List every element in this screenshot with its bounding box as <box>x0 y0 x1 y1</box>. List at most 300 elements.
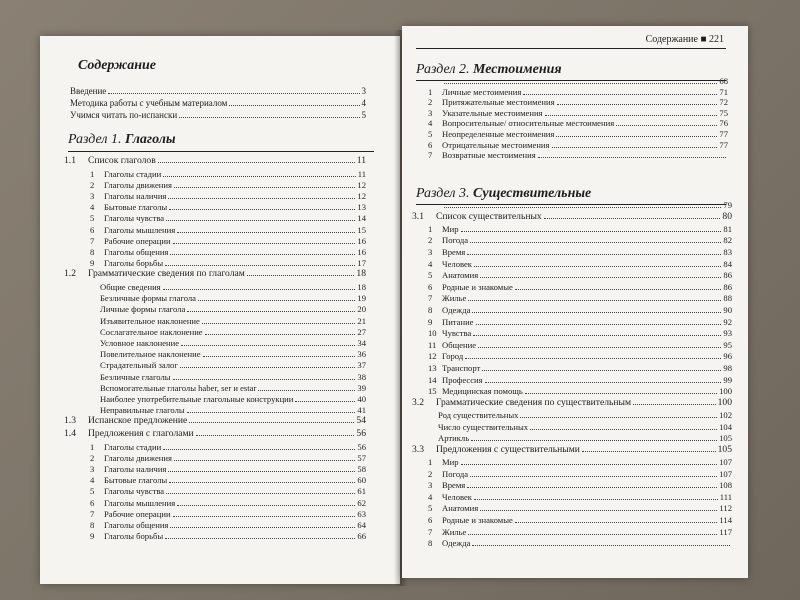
dot-leader <box>179 111 359 118</box>
dot-leader <box>177 499 355 506</box>
dot-leader <box>187 305 355 312</box>
toc-entry-page: 14 <box>357 213 366 224</box>
toc-entry <box>90 486 366 496</box>
toc-entry-page: 81 <box>723 223 732 234</box>
toc-entry-label: Время <box>442 480 466 491</box>
dot-leader <box>165 532 355 539</box>
toc-entry-number: 1.4 <box>64 428 76 439</box>
toc-entry-label: Глаголы движения <box>104 179 172 190</box>
toc-entry <box>100 372 366 382</box>
dot-leader <box>163 170 356 177</box>
toc-entry-label: Общие сведения <box>100 282 161 292</box>
toc-entry-page: 76 <box>719 118 728 129</box>
toc-entry <box>428 305 732 315</box>
toc-entry <box>428 282 732 292</box>
toc-entry-number: 8 <box>428 305 433 315</box>
toc-entry-number: 3 <box>90 464 95 474</box>
toc-entry-number: 7 <box>90 235 95 246</box>
toc-entry-number: 2 <box>428 97 433 108</box>
dot-leader <box>177 226 355 233</box>
toc-entry <box>90 180 366 190</box>
toc-entry <box>90 531 366 541</box>
toc-entry-page: 13 <box>357 202 366 213</box>
toc-entry-page: 107 <box>719 468 732 479</box>
toc-entry-number: 4 <box>90 202 95 213</box>
toc-entry <box>428 97 728 107</box>
toc-entry <box>90 169 366 179</box>
toc-entry-page: 12 <box>357 191 366 201</box>
toc-entry-page: 3 <box>361 86 366 96</box>
toc-entry-page: 105 <box>719 433 732 444</box>
toc-entry <box>100 327 366 337</box>
toc-entry-page: 54 <box>356 415 366 427</box>
toc-entry <box>428 469 732 479</box>
toc-entry <box>428 351 732 361</box>
dot-leader <box>166 214 355 221</box>
toc-entry <box>100 293 366 303</box>
section-1-rule <box>68 151 374 152</box>
dot-leader <box>544 212 721 219</box>
toc-entry-label: Методика работы с учебным материалом <box>70 98 228 108</box>
toc-entry-number: 1.2 <box>64 268 76 280</box>
toc-entry <box>100 360 366 370</box>
toc-entry <box>428 259 732 269</box>
toc-entry-number: 11 <box>428 339 437 350</box>
toc-entry-number: 1.3 <box>64 415 76 427</box>
toc-entry-number: 15 <box>428 386 437 397</box>
toc-entry <box>428 118 728 128</box>
toc-entry-number: 2 <box>90 179 95 190</box>
dot-leader <box>476 318 722 325</box>
toc-entry-label: Глаголы общения <box>104 247 169 257</box>
toc-entry-label: Учимся читать по-испански <box>70 110 178 120</box>
toc-entry <box>428 515 732 525</box>
toc-entry-number: 7 <box>428 526 433 537</box>
toc-entry <box>90 509 366 519</box>
toc-entry <box>428 76 728 86</box>
toc-entry-label: Указательные местоимения <box>442 107 543 118</box>
toc-entry-number: 4 <box>90 475 95 486</box>
dot-leader <box>163 443 355 450</box>
toc-entry-number: 3.2 <box>412 396 424 408</box>
dot-leader <box>444 77 717 84</box>
toc-entry-label: Глаголы мышления <box>104 497 176 508</box>
dot-leader <box>166 487 355 494</box>
toc-entry <box>90 258 366 268</box>
toc-entry-page: 93 <box>723 328 732 339</box>
toc-entry-label: Глаголы наличия <box>104 191 167 201</box>
toc-entry-number: 5 <box>428 503 433 514</box>
dot-leader <box>181 339 355 346</box>
toc-entry <box>90 247 366 257</box>
toc-entry <box>100 316 366 326</box>
toc-entry-page: 79 <box>723 200 732 210</box>
toc-entry-page: 88 <box>723 293 732 304</box>
toc-entry-label: Транспорт <box>442 363 481 373</box>
toc-entry-page: 77 <box>719 139 728 150</box>
dot-leader <box>187 406 356 413</box>
toc-entry-page: 92 <box>723 316 732 327</box>
toc-entry <box>90 498 366 508</box>
toc-entry-label: Жилье <box>442 526 467 537</box>
section-2-name: Местоимения <box>473 62 562 77</box>
toc-entry-number: 1 <box>90 441 95 452</box>
toc-entry-label: Список существительных <box>436 210 542 222</box>
toc-entry-label: Личные формы глагола <box>100 304 186 315</box>
toc-entry-number: 5 <box>90 213 95 224</box>
toc-entry-label: Бытовые глаголы <box>104 475 168 486</box>
toc-entry <box>100 338 366 348</box>
dot-leader <box>196 429 355 436</box>
toc-entry-label: Глаголы чувства <box>104 486 165 497</box>
toc-entry-label: Род существительных <box>438 410 519 420</box>
dot-leader <box>170 521 355 528</box>
toc-entry-page: 39 <box>357 382 366 393</box>
toc-entry-label: Сослагательное наклонение <box>100 326 203 337</box>
toc-entry-label: Вопросительные/ относительные местоимения <box>442 118 615 129</box>
toc-entry-label: Страдательный залог <box>100 360 178 371</box>
dot-leader <box>198 294 355 301</box>
toc-entry-page: 60 <box>357 475 366 486</box>
toc-entry-number: 1.1 <box>64 155 76 166</box>
toc-entry <box>90 236 366 246</box>
dot-leader <box>633 398 716 405</box>
dot-leader <box>525 387 717 394</box>
toc-entry <box>100 394 366 404</box>
toc-entry-label: Артикль <box>438 433 470 444</box>
toc-entry <box>428 129 728 139</box>
toc-entry <box>428 340 732 350</box>
toc-entry-label: Город <box>442 351 464 362</box>
dot-leader <box>472 306 721 313</box>
toc-entry-label: Глаголы наличия <box>104 464 167 474</box>
toc-entry-page: 21 <box>357 315 366 326</box>
toc-entry-label: Мир <box>442 223 459 234</box>
toc-entry-page: 40 <box>357 394 366 404</box>
toc-entry <box>70 86 366 96</box>
toc-entry-number: 6 <box>428 139 433 150</box>
toc-entry-label: Возвратные местоимения <box>442 150 536 161</box>
dot-leader <box>169 203 355 210</box>
toc-entry <box>428 108 728 118</box>
toc-entry-label: Чувства <box>442 328 472 339</box>
toc-entry-page: 71 <box>719 86 728 97</box>
toc-entry-number: 1 <box>428 223 433 234</box>
dot-leader <box>470 236 721 243</box>
dot-leader <box>168 465 355 472</box>
toc-entry-number: 3 <box>90 191 95 201</box>
toc-entry <box>438 422 732 432</box>
toc-entry-page: 111 <box>719 491 732 502</box>
toc-entry-label: Родные и знакомые <box>442 281 513 292</box>
toc-entry-page: 4 <box>361 98 366 108</box>
dot-leader <box>480 271 721 278</box>
toc-entry-page: 12 <box>357 179 366 190</box>
toc-entry <box>64 416 366 426</box>
dot-leader <box>461 458 718 465</box>
toc-entry-label: Родные и знакомые <box>442 515 513 525</box>
dot-leader <box>482 364 721 371</box>
dot-leader <box>557 98 718 105</box>
toc-entry <box>64 156 366 166</box>
toc-entry <box>428 317 732 327</box>
toc-entry-label: Испанское предложение <box>88 415 188 427</box>
toc-entry-label: Предложения с глаголами <box>88 428 194 439</box>
toc-entry-number: 3 <box>428 107 433 118</box>
toc-entry-number: 8 <box>90 520 95 530</box>
toc-entry-number: 1 <box>428 457 433 467</box>
toc-entry-page: 56 <box>356 428 366 439</box>
toc-entry-page: 96 <box>723 351 732 362</box>
dot-leader <box>485 376 722 383</box>
dot-leader <box>474 493 718 500</box>
toc-entry <box>428 224 732 234</box>
toc-entry-number: 6 <box>90 224 95 235</box>
toc-entry <box>90 475 366 485</box>
toc-entry-label: Рабочие операции <box>104 508 171 519</box>
dot-leader <box>174 181 355 188</box>
toc-entry <box>90 202 366 212</box>
toc-entry <box>64 269 366 279</box>
toc-entry-page: 98 <box>723 363 732 373</box>
toc-entry-page: 80 <box>722 210 732 222</box>
toc-entry-page: 107 <box>719 457 732 467</box>
toc-entry <box>428 492 732 502</box>
toc-entry-label: Грамматические сведения по глаголам <box>88 268 245 280</box>
toc-entry-label: Жилье <box>442 293 467 304</box>
toc-entry-label: Изъявительное наклонение <box>100 315 200 326</box>
toc-entry-label: Время <box>442 247 466 257</box>
toc-entry-number: 4 <box>428 118 433 129</box>
toc-entry-number: 10 <box>428 328 437 339</box>
dot-leader <box>480 504 717 511</box>
toc-entry-page: 11 <box>356 155 366 166</box>
toc-entry <box>90 213 366 223</box>
toc-entry-number: 9 <box>428 316 433 327</box>
toc-entry-page: 72 <box>719 97 728 108</box>
toc-entry-label: Человек <box>442 491 472 502</box>
dot-leader <box>165 259 355 266</box>
toc-entry-number: 1 <box>90 168 95 179</box>
toc-entry <box>428 235 732 245</box>
toc-entry-page: 66 <box>357 531 366 542</box>
dot-leader <box>202 317 356 324</box>
toc-entry <box>100 383 366 393</box>
toc-entry-number: 14 <box>428 374 437 385</box>
toc-entry <box>100 282 366 292</box>
toc-entry-page: 58 <box>357 464 366 474</box>
dot-leader <box>168 192 355 199</box>
dot-leader <box>461 225 722 232</box>
toc-entry-page: 5 <box>361 110 366 120</box>
toc-entry-number: 4 <box>428 258 433 269</box>
dot-leader <box>465 352 721 359</box>
toc-entry <box>428 527 732 537</box>
toc-entry-label: Введение <box>70 86 107 96</box>
toc-entry <box>428 270 732 280</box>
toc-entry-page: 20 <box>357 304 366 315</box>
dot-leader <box>158 156 355 163</box>
right-page <box>402 26 748 578</box>
toc-entry-label: Глаголы движения <box>104 452 172 463</box>
dot-leader <box>473 329 721 336</box>
section-1-heading <box>68 132 176 148</box>
toc-entry-page: 114 <box>719 515 732 525</box>
toc-entry-label: Личные местоимения <box>442 86 522 97</box>
toc-entry-number: 5 <box>428 129 433 139</box>
toc-entry-label: Глаголы чувства <box>104 213 165 224</box>
toc-entry-label: Одежда <box>442 538 471 549</box>
toc-entry <box>428 375 732 385</box>
toc-entry-number: 4 <box>428 491 433 502</box>
toc-entry-page: 117 <box>719 526 732 537</box>
toc-entry-number: 7 <box>428 150 433 161</box>
toc-entry-label: Глаголы мышления <box>104 224 176 235</box>
toc-entry-page: 99 <box>723 374 732 385</box>
toc-entry-label: Глаголы стадии <box>104 168 162 179</box>
toc-entry-page: 57 <box>357 452 366 463</box>
toc-entry <box>90 225 366 235</box>
toc-entry <box>412 212 732 222</box>
toc-entry-page: 77 <box>719 129 728 139</box>
toc-entry-label: Глаголы стадии <box>104 441 162 452</box>
dot-leader <box>471 434 717 441</box>
toc-entry <box>90 442 366 452</box>
toc-entry-page: 41 <box>357 405 366 416</box>
toc-entry-label: Условное наклонение <box>100 338 180 348</box>
toc-entry <box>70 110 366 120</box>
toc-entry <box>70 98 366 108</box>
dot-leader <box>173 237 356 244</box>
toc-entry <box>90 464 366 474</box>
dot-leader <box>467 248 721 255</box>
dot-leader <box>582 445 716 452</box>
toc-entry-page: 56 <box>357 441 366 452</box>
toc-entry <box>100 304 366 314</box>
toc-entry-label: Одежда <box>442 305 471 315</box>
toc-entry-page: 16 <box>357 235 366 246</box>
toc-entry-page: 104 <box>719 421 732 432</box>
toc-entry-page: 62 <box>357 497 366 508</box>
toc-entry-page: 27 <box>357 326 366 337</box>
toc-entry-label: Питание <box>442 316 474 327</box>
toc-entry-number: 3 <box>428 480 433 491</box>
header-rule <box>416 48 726 49</box>
dot-leader <box>470 470 717 477</box>
dot-leader <box>229 99 359 106</box>
toc-entry-label: Неправильные глаголы <box>100 405 185 416</box>
toc-entry <box>428 150 728 160</box>
dot-leader <box>520 411 717 418</box>
toc-entry-page: 37 <box>357 360 366 371</box>
toc-entry <box>428 457 732 467</box>
toc-entry-label: Рабочие операции <box>104 235 171 246</box>
toc-entry <box>90 191 366 201</box>
toc-entry-label: Безличные глаголы <box>100 371 171 382</box>
section-1-name: Глаголы <box>125 132 176 147</box>
toc-entry-number: 3 <box>428 247 433 257</box>
toc-entry-label: Список глаголов <box>88 155 156 166</box>
dot-leader <box>173 510 356 517</box>
toc-title: Содержание <box>78 58 156 73</box>
toc-entry <box>428 538 732 548</box>
toc-entry-label: Грамматические сведения по существительным <box>436 396 632 408</box>
toc-entry-number: 6 <box>428 281 433 292</box>
toc-entry-page: 68 <box>719 76 728 86</box>
section-3-prefix: Раздел 3. <box>416 186 470 201</box>
toc-entry-label: Повелительное наклонение <box>100 349 201 360</box>
toc-entry-number: 7 <box>428 293 433 304</box>
dot-leader <box>545 109 718 116</box>
toc-entry-label: Глаголы борьбы <box>104 258 164 269</box>
toc-entry <box>90 453 366 463</box>
toc-entry <box>428 140 728 150</box>
toc-entry-number: 13 <box>428 363 437 373</box>
toc-entry-label: Анатомия <box>442 503 479 514</box>
dot-leader <box>173 373 356 380</box>
toc-entry-number: 1 <box>428 86 433 97</box>
dot-leader <box>616 119 717 126</box>
toc-entry-label: Предложения с существительными <box>436 443 580 455</box>
toc-entry-page: 84 <box>723 258 732 269</box>
toc-entry-page: 17 <box>357 258 366 269</box>
toc-entry <box>412 398 732 408</box>
toc-entry-label: Наиболее употребительные глагольные конструкции <box>100 394 294 404</box>
toc-entry-page: 86 <box>723 270 732 281</box>
toc-entry-page: 11 <box>357 168 366 179</box>
toc-entry <box>428 293 732 303</box>
toc-entry-number: 8 <box>428 538 433 549</box>
toc-entry-label: Число существительных <box>438 421 529 432</box>
toc-entry-number: 3.1 <box>412 210 424 222</box>
dot-leader <box>174 454 355 461</box>
dot-leader <box>444 201 721 208</box>
toc-entry-page: 105 <box>717 443 732 455</box>
toc-entry-page: 18 <box>356 268 366 280</box>
toc-entry-page: 16 <box>357 247 366 257</box>
dot-leader <box>515 283 722 290</box>
dot-leader <box>205 328 356 335</box>
toc-entry-page: 18 <box>357 282 366 292</box>
toc-entry-page: 90 <box>723 305 732 315</box>
dot-leader <box>478 341 721 348</box>
toc-entry-label: Бытовые глаголы <box>104 202 168 213</box>
toc-entry-page: 86 <box>723 281 732 292</box>
toc-entry-label: Погода <box>442 468 469 479</box>
dot-leader <box>515 516 718 523</box>
toc-entry-label: Отрицательные местоимения <box>442 139 550 150</box>
toc-entry-label: Притяжательные местоимения <box>442 97 555 108</box>
toc-entry <box>90 520 366 530</box>
toc-entry-page: 64 <box>357 520 366 530</box>
toc-entry <box>428 200 732 210</box>
left-page <box>40 36 400 584</box>
toc-entry-page: 112 <box>719 503 732 514</box>
toc-entry-page: 95 <box>723 339 732 350</box>
toc-entry <box>64 429 366 439</box>
dot-leader <box>552 141 718 148</box>
toc-entry-page: 15 <box>357 224 366 235</box>
dot-leader <box>295 395 355 402</box>
toc-entry-number: 6 <box>90 497 95 508</box>
toc-entry-page: 34 <box>357 338 366 348</box>
toc-entry-label: Профессия <box>442 374 483 385</box>
toc-entry-number: 3.3 <box>412 443 424 455</box>
dot-leader <box>468 294 721 301</box>
dot-leader <box>538 151 726 158</box>
running-head: Содержание ■ 221 <box>645 34 724 45</box>
toc-entry-page: 108 <box>719 480 732 491</box>
